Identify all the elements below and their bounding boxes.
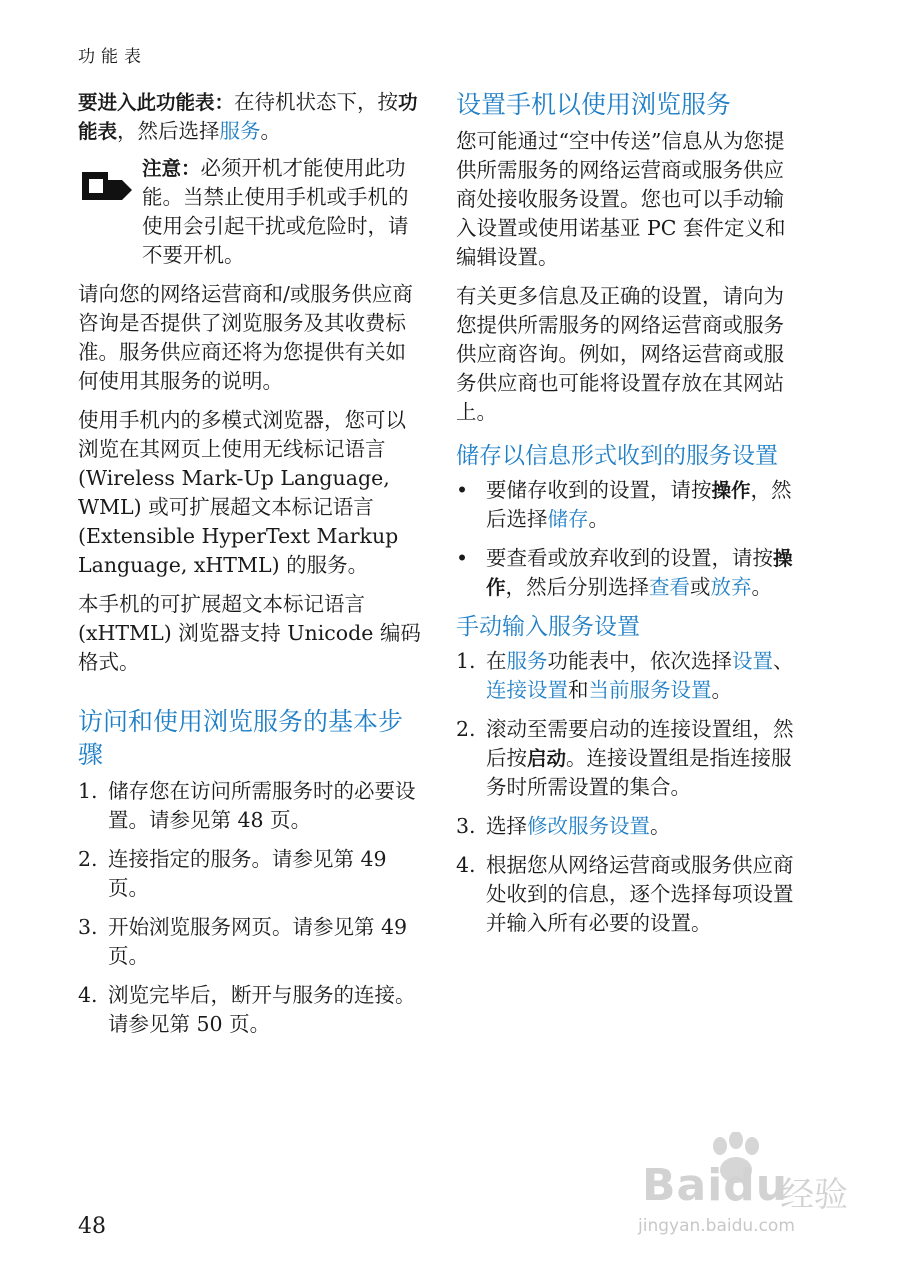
paragraph-browser: 使用手机内的多模式浏览器，您可以浏览在其网页上使用无线标记语言 (Wireless Mark-Up Language, WML) 或可扩展超文本标记语言 (Extensible HyperText Markup Language, xHTML) 的服务。 <box>78 408 406 577</box>
discard-link[interactable]: 放弃 <box>710 575 752 599</box>
settings-link[interactable]: 设置 <box>732 649 773 673</box>
list-item: 4. 根据您从网络运营商或服务供应商处收到的信息，逐个选择每项设置并输入所有必要的设置。 <box>456 853 794 935</box>
services-link[interactable]: 服务 <box>506 649 548 673</box>
connection-settings-link[interactable]: 连接设置 <box>486 678 568 702</box>
list-item: 1. 在服务功能表中，依次选择设置、连接设置和当前服务设置。 <box>456 649 794 702</box>
note-text <box>142 154 423 270</box>
paragraph-unicode: 本手机的可扩展超文本标记语言 (xHTML) 浏览器支持 Unicode 编码格式。 <box>78 592 421 674</box>
baidu-logo: Baidu <box>642 1160 789 1211</box>
section-header: 功能表 <box>78 47 147 67</box>
paragraph-operator: 请向您的网络运营商和/或服务供应商咨询是否提供了浏览服务及其收费标准。服务供应商还将为您提供有关如何使用其服务的说明。 <box>78 282 413 393</box>
list-item: • 要查看或放弃收到的设置，请按操作，然后分别选择查看或放弃。 <box>456 544 801 602</box>
list-item: 3. 开始浏览服务网页。请参见第 49 页。 <box>78 915 408 968</box>
active-service-settings-link[interactable]: 当前服务设置 <box>588 678 712 702</box>
activate-label: 启动 <box>527 747 567 770</box>
basic-steps-list <box>78 777 423 1039</box>
view-link[interactable]: 查看 <box>649 575 691 599</box>
bullet-icon: • <box>456 546 469 570</box>
list-item: 2. 连接指定的服务。请参见第 49 页。 <box>78 847 387 900</box>
list-item: 3. 选择修改服务设置。 <box>456 814 671 838</box>
intro-paragraph <box>78 88 423 146</box>
left-column <box>78 88 423 1049</box>
jingyan-text: 经验 <box>780 1175 848 1215</box>
services-link[interactable]: 服务 <box>219 119 261 143</box>
list-item: 1. 储存您在访问所需服务时的必要设置。请参见第 48 页。 <box>78 779 416 832</box>
intro-text-3: 。 <box>260 119 282 143</box>
paragraph-more-info: 有关更多信息及正确的设置，请向为您提供所需服务的网络运营商或服务供应商咨询。例如，网络运营商或服务供应商也可能将设置存放在其网站上。 <box>456 284 784 424</box>
edit-service-settings-link[interactable]: 修改服务设置 <box>527 814 650 838</box>
options-label: 操作 <box>486 547 793 599</box>
bullet-icon: • <box>456 478 469 502</box>
note-hand-icon <box>78 154 142 270</box>
intro-bold-1: 要进入此功能表： <box>78 91 235 114</box>
save-link[interactable]: 储存 <box>547 507 589 531</box>
right-column <box>456 88 801 948</box>
basic-steps-heading: 访问和使用浏览服务的基本步骤 <box>78 707 404 769</box>
note-label: 注意： <box>142 157 201 180</box>
options-label: 操作 <box>711 479 751 502</box>
list-item: • 要储存收到的设置，请按操作，然后选择储存。 <box>456 476 801 534</box>
setup-heading: 设置手机以使用浏览服务 <box>456 90 732 119</box>
manual-settings-heading: 手动输入服务设置 <box>456 614 640 640</box>
note-body: 必须开机才能使用此功能。当禁止使用手机或手机的使用会引起干扰或危险时，请不要开机。 <box>142 156 409 267</box>
save-settings-heading: 储存以信息形式收到的服务设置 <box>456 443 778 469</box>
intro-bold-2: 功能表 <box>78 91 418 143</box>
intro-text-2: ，然后选择 <box>117 119 220 143</box>
save-settings-list <box>456 476 801 602</box>
watermark-url: jingyan.baidu.com <box>638 1216 795 1236</box>
note-block <box>78 154 423 270</box>
intro-text-1: 在待机状态下，按 <box>234 90 399 114</box>
baidu-watermark <box>630 1140 860 1250</box>
paragraph-ota: 您可能通过“空中传送”信息从为您提供所需服务的网络运营商或服务供应商处接收服务设置。您也可以手动输入设置或使用诺基亚 PC 套件定义和编辑设置。 <box>456 129 786 269</box>
page-number: 48 <box>78 1214 106 1239</box>
list-item: 2. 滚动至需要启动的连接设置组，然后按启动。连接设置组是指连接服务时所需设置的集合。 <box>456 717 794 799</box>
manual-settings-list <box>456 647 801 938</box>
list-item: 4. 浏览完毕后，断开与服务的连接。请参见第 50 页。 <box>78 983 416 1036</box>
